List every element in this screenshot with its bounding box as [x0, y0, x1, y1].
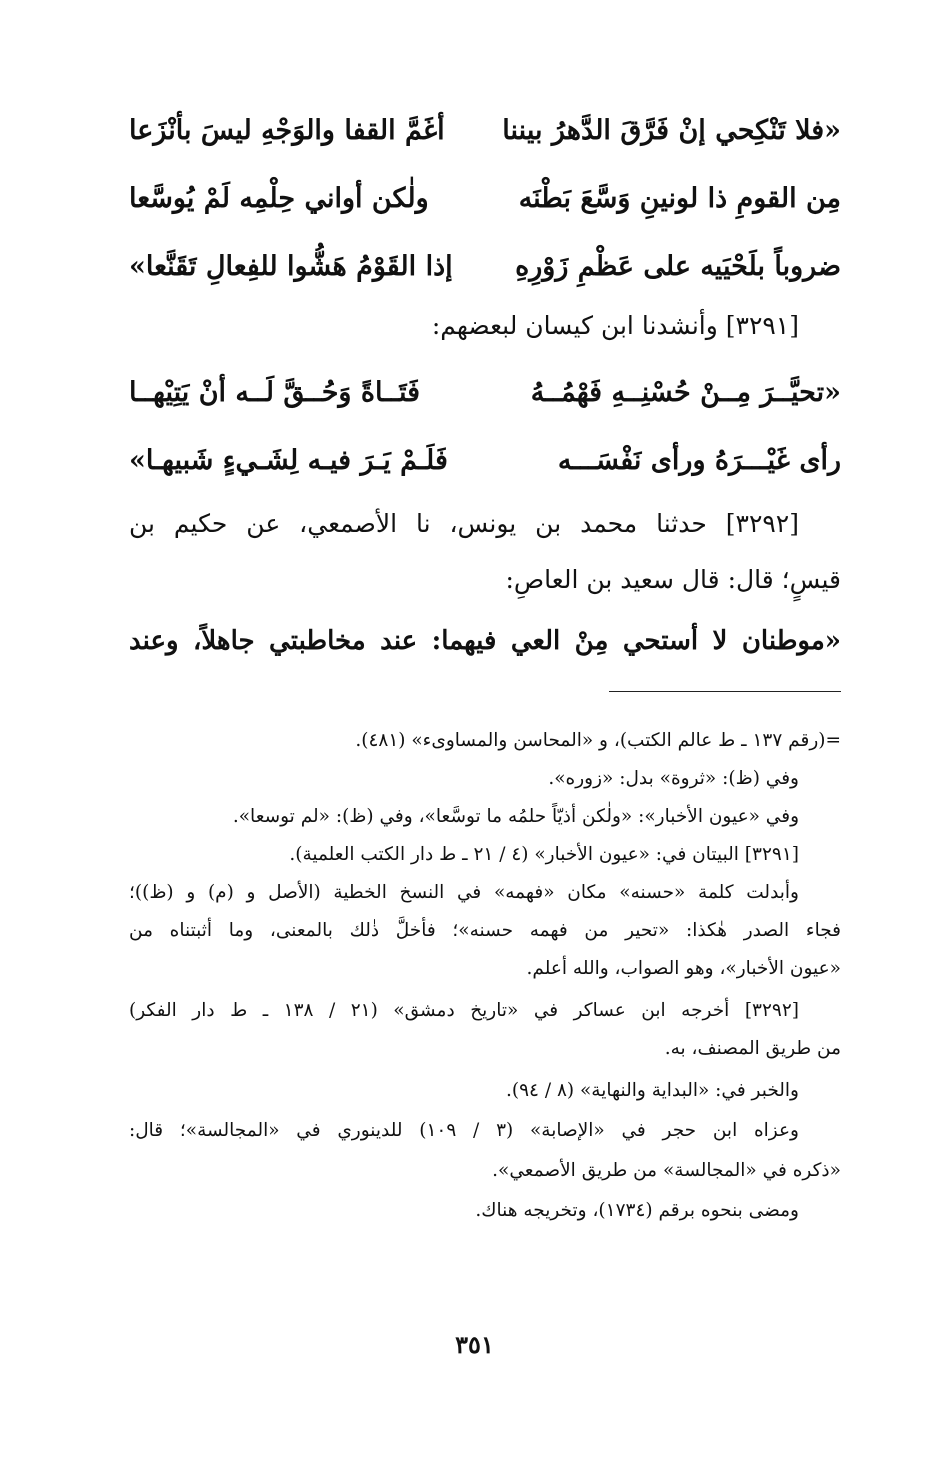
footnote-line: وعزاه ابن حجر في «الإصابة» (٣ / ١٠٩) للدينوري في «المجالسة»؛ قال:: [129, 1120, 799, 1141]
verse-line: [129, 362, 841, 422]
quote-line: «موطنان لا أستحي مِنْ العي فيهما: عند مخاطبتي جاهلاً، وعند: [129, 626, 841, 656]
footnote-line: والخبر في: «البداية والنهاية» (٨ / ٩٤).: [505, 1080, 799, 1101]
verse-second-hemistich: إذا القَوْمُ هَشُّوا للفِعالِ تَقَنَّعا»: [129, 250, 453, 282]
footnote-line: «عيون الأخبار»، وهو الصواب، والله أعلم.: [526, 958, 841, 979]
verse-line: [129, 430, 841, 490]
footnote-line: من طريق المصنف، به.: [664, 1038, 841, 1059]
verse-line: [129, 236, 841, 296]
footnote-separator: [609, 691, 841, 692]
paragraph-3292-line-2: قيسٍ؛ قال: قال سعيد بن العاصِ:: [505, 565, 841, 594]
verse-line: [129, 100, 841, 160]
footnote-line: [٣٢٩٢] أخرجه ابن عساكر في «تاريخ دمشق» (٢١ / ١٣٨ ـ ط دار الفكر): [129, 1000, 800, 1021]
verse-first-hemistich: ضروباً بلَحْيَيه على عَظْمِ زَوْرِهِ: [515, 250, 841, 282]
footnote-line: =(رقم ١٣٧ ـ ط عالم الكتب)، و «المحاسن والمساوىء» (٤٨١).: [355, 730, 841, 751]
paragraph-3292-line-1: [٣٢٩٢] حدثنا محمد بن يونس، نا الأصمعي، عن حكيم بن: [129, 509, 799, 538]
verse-first-hemistich: رأى غَيْـــرَهُ ورأى نَفْسَـــه: [557, 444, 841, 476]
footnote-line: ومضى بنحوه برقم (١٧٣٤)، وتخريجه هناك.: [475, 1200, 799, 1221]
footnote-line: فجاء الصدر هٰكذا: «تحير من فهمه حسنه»؛ فأخلَّ ذٰلك بالمعنى، وما أثبتناه من: [129, 920, 841, 941]
verse-first-hemistich: «فلا تَنْكِحي إنْ فَرَّقَ الدَّهرُ بيننا: [502, 114, 841, 146]
verse-second-hemistich: فَلَـمْ يَـرَ فيـه لِشَـيءٍ شَبيهـا»: [129, 444, 448, 476]
footnote-line: «ذكره في «المجالسة» من طريق الأصمعي».: [492, 1160, 841, 1181]
footnote-line: وفي (ظ): «ثروة» بدل: «زوره».: [548, 768, 799, 789]
verse-second-hemistich: أغَمَّ القفا والوَجْهِ ليسَ بأنْزَعا: [129, 114, 445, 146]
verse-first-hemistich: مِن القومِ ذا لونينِ وَسَّعَ بَطْنَه: [518, 182, 841, 214]
verse-second-hemistich: فَتَــاةً وَحُــقَّ لَــه أنْ يَتِيْهــا: [129, 376, 421, 408]
verse-line: [129, 168, 841, 228]
verse-first-hemistich: «تحيَّــرَ مِــنْ حُسْنِــهِ فَهْمُــهُ: [530, 376, 841, 408]
footnote-line: وأبدلت كلمة «حسنه» مكان «فهمه» في النسخ الخطية (الأصل و (م) و (ظ))؛: [129, 882, 799, 903]
verse-second-hemistich: ولٰكن أواني حِلْمِه لَمْ يُوسَّعا: [129, 182, 429, 214]
paragraph-3291: [٣٢٩١] وأنشدنا ابن كيسان لبعضهم:: [431, 311, 799, 340]
footnote-line: [٣٢٩١] البيتان في: «عيون الأخبار» (٤ / ٢١ ـ ط دار الكتب العلمية).: [289, 844, 799, 865]
page-number: ٣٥١: [455, 1330, 494, 1359]
footnote-line: وفي «عيون الأخبار»: «ولٰكن أذيّاً حلمُه ما توسَّعا»، وفي (ظ): «لم توسعا».: [232, 806, 799, 827]
